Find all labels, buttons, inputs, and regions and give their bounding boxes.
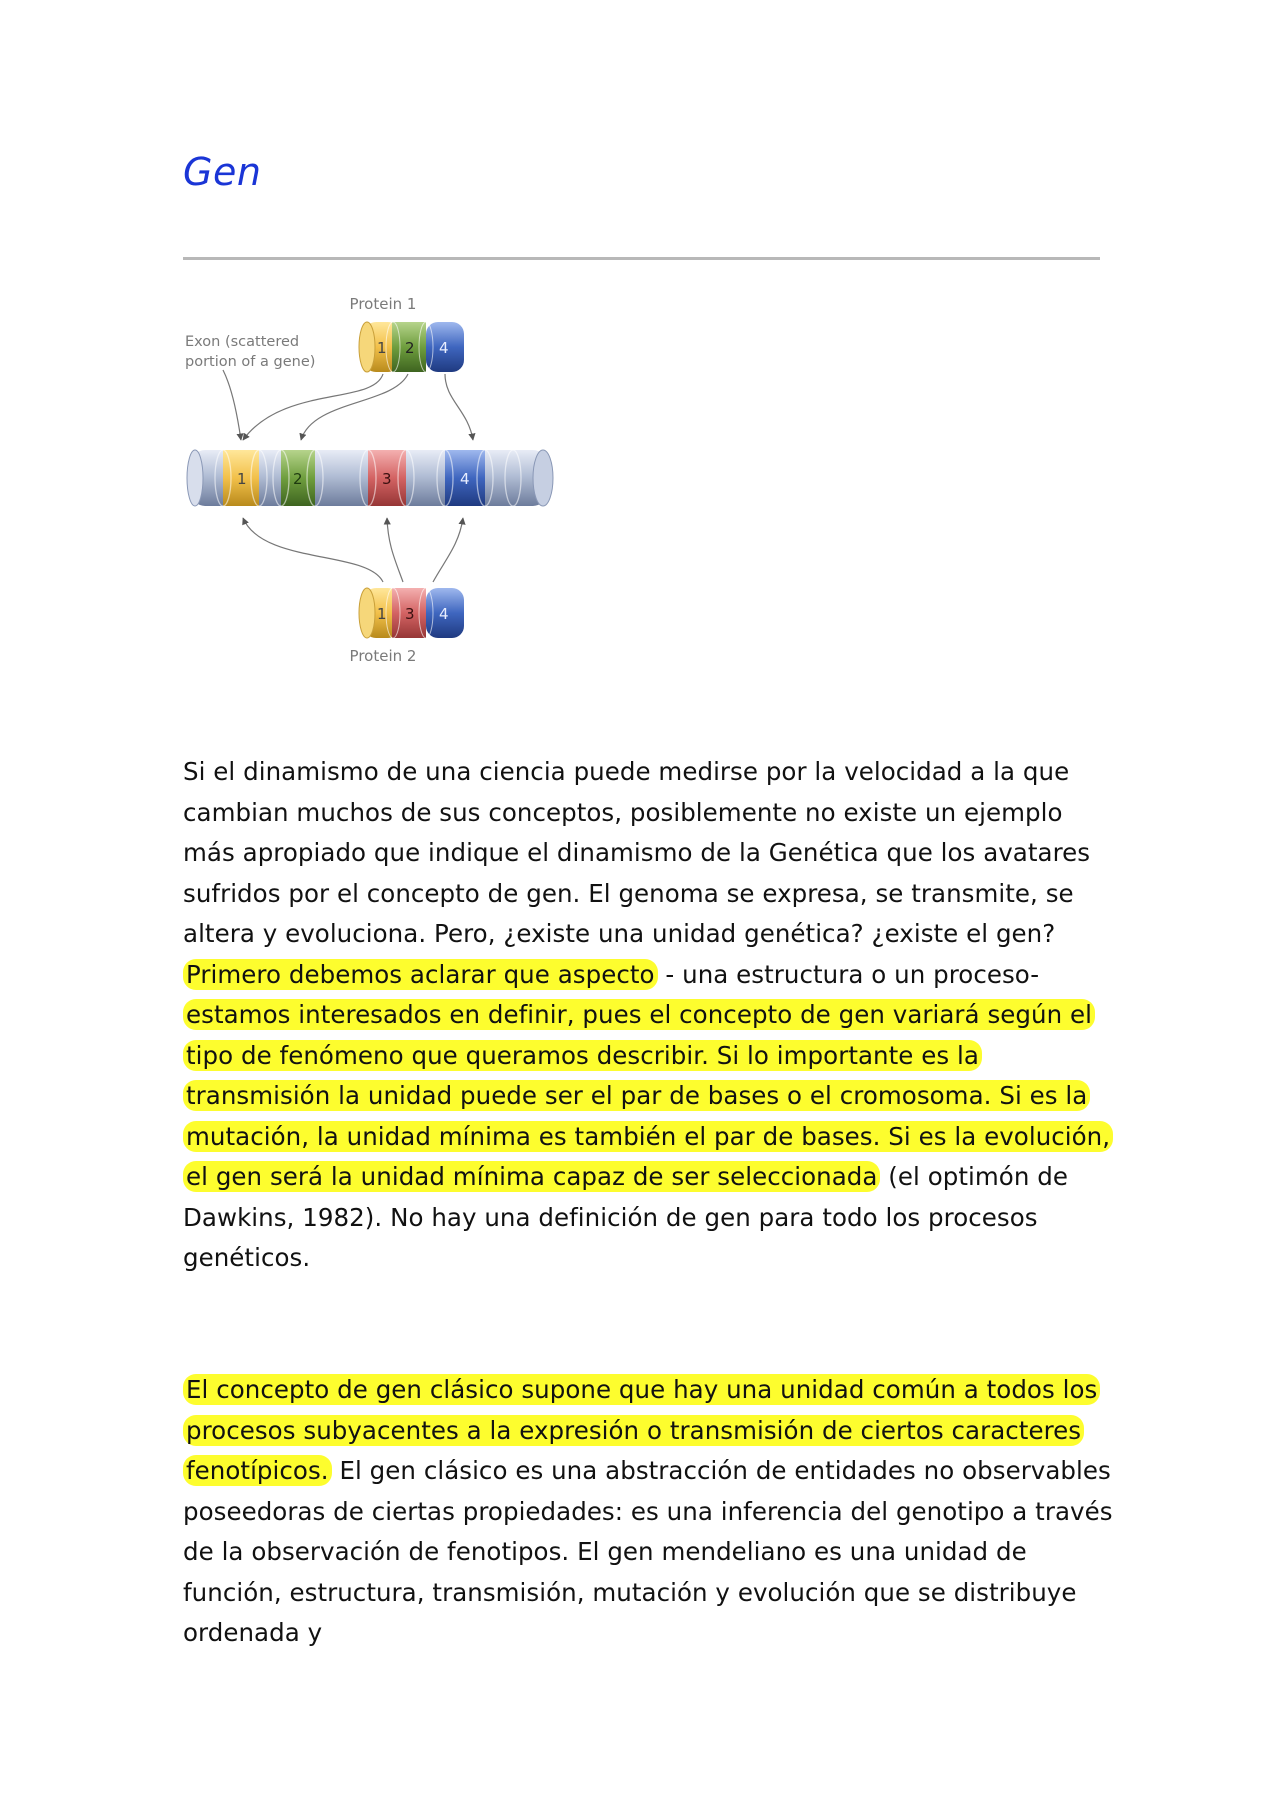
exon-label-line-1: Exon (scattered (185, 334, 300, 350)
protein-2-exon-3: 3 (405, 605, 415, 623)
exon-label-line-2: portion of a gene) (185, 354, 316, 370)
paragraph-1-text-a: Si el dinamismo de una ciencia puede medirse por la velocidad a la que cambian muchos de sus conceptos, posiblemente no existe un ejemplo más apropiado que indique el dinamismo de la Genética que los avatares sufridos por el concepto de gen. El genoma se expresa, se transmite, se altera y evoluciona. Pero, ¿existe una unidad genética? ¿existe el gen? (183, 757, 1091, 948)
protein-2-capsule (359, 588, 464, 638)
strand-exon-2: 2 (293, 470, 303, 488)
strand-exon-1: 1 (237, 470, 247, 488)
protein-2-exon-1: 1 (377, 605, 387, 623)
protein-2-exon-4: 4 (439, 605, 449, 623)
protein-1-label: Protein 1 (349, 295, 417, 313)
gene-strand (187, 450, 553, 506)
paragraph-1-text-c: (el optimón de Dawkins, 1982). No hay una definición de gen para todo los procesos genéticos. (183, 1162, 1068, 1272)
paragraph-1-highlight-b: estamos interesados en definir, pues el concepto de gen variará según el tipo de fenómeno que queramos describir. Si lo importante es la transmisión la unidad puede ser el par de bases o el cromosoma. Si es la mutación, la unidad mínima es también el par de bases. Si es la evolución, el gen será la unidad mínima capaz de ser seleccionada (183, 999, 1113, 1192)
strand-exon-4: 4 (460, 470, 470, 488)
protein-2-arrows (243, 518, 463, 582)
protein-1-arrows (223, 370, 473, 440)
protein-1-exon-2: 2 (405, 339, 415, 357)
horizontal-divider (183, 257, 1100, 260)
paragraph-2-text: El gen clásico es una abstracción de entidades no observables poseedoras de ciertas propiedades: es una inferencia del genotipo a través de la observación de fenotipos. El gen mendeliano es una unidad de función, estructura, transmisión, mutación y evolución que se distribuye ordenada y (183, 1456, 1113, 1647)
paragraph-gene-dynamics (183, 752, 1113, 1279)
strand-exon-3: 3 (382, 470, 392, 488)
paragraph-1-text-b: - una estructura o un proceso- (665, 959, 1040, 989)
protein-2-label: Protein 2 (349, 647, 417, 665)
protein-1-capsule (359, 322, 464, 372)
paragraph-1-highlight-a: Primero debemos aclarar que aspecto (183, 959, 658, 990)
protein-1-exon-1: 1 (377, 339, 387, 357)
page-title: Gen (183, 150, 262, 194)
protein-1-exon-4: 4 (439, 339, 449, 357)
paragraph-2-highlight: El concepto de gen clásico supone que hay una unidad común a todos los procesos subyacentes a la expresión o transmisión de ciertos caracteres fenotípicos. (183, 1374, 1100, 1486)
exon-diagram (183, 290, 563, 670)
paragraph-classic-gene (183, 1370, 1113, 1654)
exon-splicing-figure (183, 290, 563, 670)
